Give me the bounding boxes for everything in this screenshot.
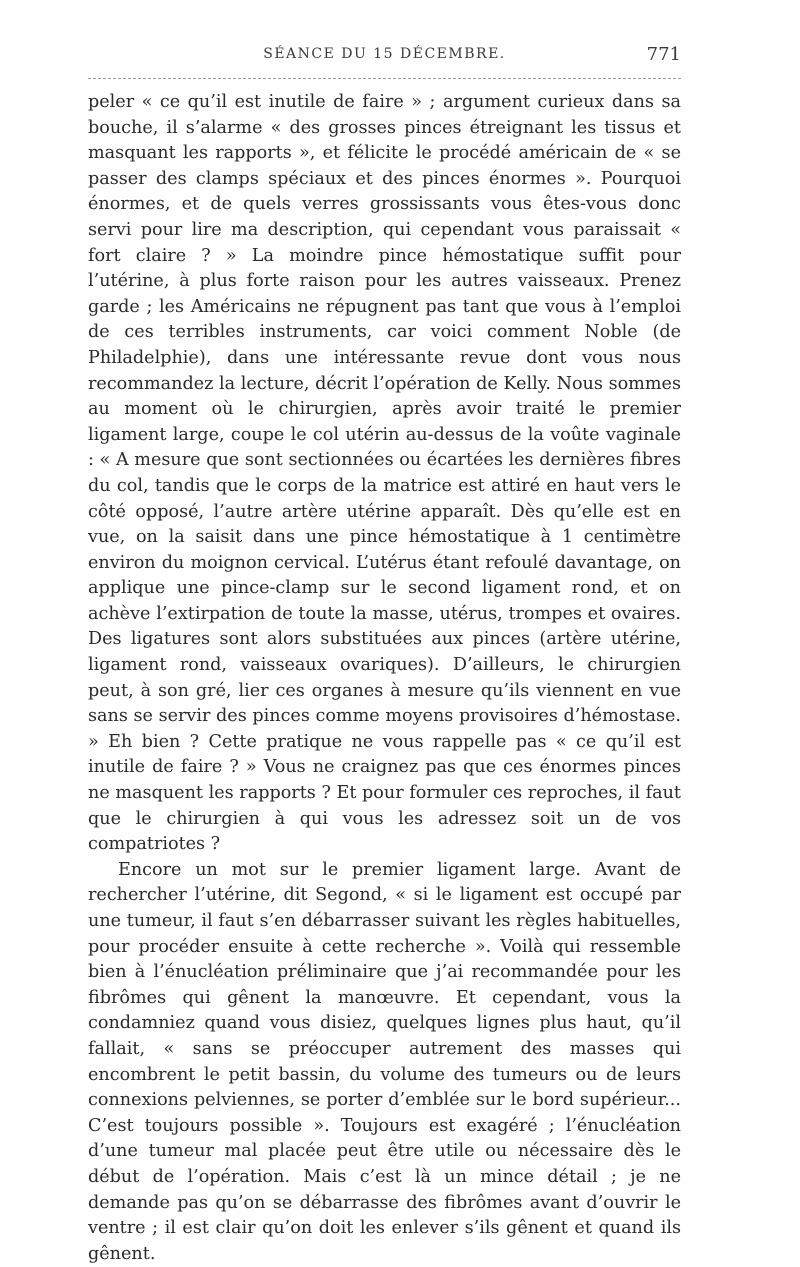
paragraph: peler « ce qu’il est inutile de faire » ; argument curieux dans sa bouche, il s’alarme « des grosses pinces étreignant les tissus et masquant les rapports », et félicite le procédé américain de « se passer des clamps spéciaux et des pinces énormes ». Pourquoi énormes, et de quels verres grossissants vous êtes-vous donc servi pour lire ma description, qui cependant vous paraissait « fort claire ? » La moindre pince hémostatique suffit pour l’utérine, à plus forte raison pour les autres vaisseaux. Prenez garde ; les Américains ne répugnent pas tant que vous à l’emploi de ces terribles instruments, car voici comment Noble (de Philadelphie), dans une intéressante revue dont vous nous recommandez la lecture, décrit l’opération de Kelly. Nous sommes au moment où le chirurgien, après avoir traité le premier ligament large, coupe le col utérin au-dessus de la voûte vaginale : « A mesure que sont sectionnées ou écartées les dernières fibres du col, tandis que le corps de la matrice est attiré en haut vers le côté opposé, l’autre artère utérine apparaît. Dès qu’elle est en vue, on la saisit dans une pince hémostatique à 1 centimètre environ du moignon cervical. L’utérus étant refoulé davantage, on applique une pince-clamp sur le second ligament rond, et on achève l’extirpation de toute la masse, utérus, trompes et ovaires. Des ligatures sont alors substituées aux pinces (artère utérine, ligament rond, vaisseaux ovariques). D’ailleurs, le chirurgien peut, à son gré, lier ces organes à mesure qu’ils viennent en vue sans se servir des pinces comme moyens provisoires d’hémostase. » Eh bien ? Cette pratique ne vous rappelle pas « ce qu’il est inutile de faire ? » Vous ne craignez pas que ces énormes pinces ne masquent les rapports ? Et pour formuler ces reproches, il faut que le chirurgien à qui vous les adressez soit un de vos compatriotes ? — [88, 92, 681, 855]
header-rule — [88, 78, 681, 79]
paragraph: Encore un mot sur le premier ligament large. Avant de rechercher l’utérine, dit Segond, « si le ligament est occupé par une tumeur, il faut s’en débarrasser suivant les règles habituelles, pour procéder ensuite à cette recherche ». Voilà qui ressemble bien à l’énucléation préliminaire que j’ai recommandée pour les fibrômes qui gênent la manœuvre. Et cependant, vous la condamniez quand vous disiez, quelques lignes plus haut, qu’il fallait, « sans se préoccuper autrement des masses qui encombrent le petit bassin, du volume des tumeurs ou de leurs connexions pelviennes, se porter d’emblée sur le bord supérieur... C’est toujours possible ». Toujours est exagéré ; l’énucléation d’une tumeur mal placée peut être utile ou nécessaire dès le début de l’opération. Mais c’est là un mince détail ; je ne demande pas qu’on se débarrasse des fibrômes avant d’ouvrir le ventre ; il est clair qu’on doit les enlever s’ils gênent et quand ils gênent. — [88, 859, 681, 1264]
body-text — [88, 90, 681, 1267]
running-title: SÉANCE DU 15 DÉCEMBRE. — [263, 46, 506, 62]
running-head — [88, 46, 681, 68]
page-number: 771 — [646, 44, 681, 65]
